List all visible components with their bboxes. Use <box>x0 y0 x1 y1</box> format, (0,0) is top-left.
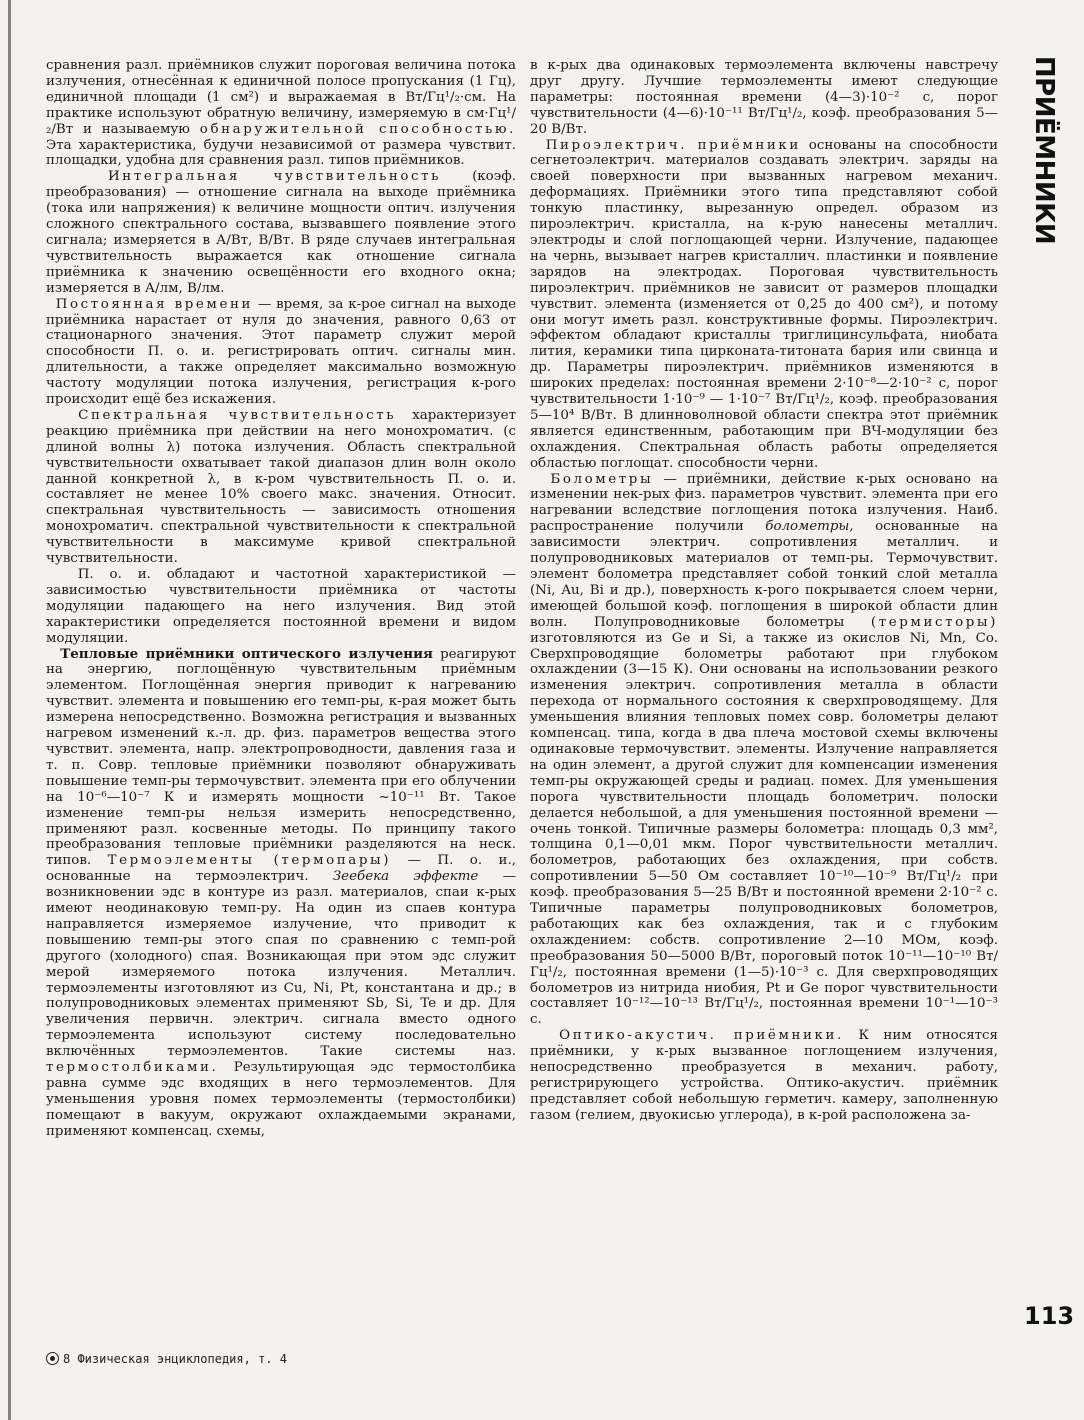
term-seebeck-effect: Зеебека эффекте <box>332 869 479 885</box>
term-pyroelectric: Пироэлектрич. приёмники <box>545 137 801 153</box>
term-bolometers-italic: болометры, <box>765 519 854 535</box>
left-paragraph-2: Интегральная чувствительность (коэф. преобразования) — отношение сигнала на выходе приёмника (тока или напряжения) к величине мощности оптич. излучения сложного спектрального состава, вызвавшего появление этого сигнала; измеряется в А/Вт, В/Вт. В ряде случаев интегральная чувствительность выражается как отношение сигнала приёмника к значению освещённости его входного окна; измеряется в А/лм, В/лм. <box>46 169 516 296</box>
left-paragraph-5: П. о. и. обладают и частотной характеристикой — зависимостью чувствительности приёмника от частоты модуляции падающего на него излучения. Вид этой характеристики определяется постоянной времени и видом модуляции. <box>46 567 516 646</box>
left-paragraph-1: сравнения разл. приёмников служит пороговая величина потока излучения, отнесённая к единичной полосе пропускания (1 Гц), единичной площади (1 см²) и выражаемая в Вт/Гц¹/₂·см. На практике используют обратную величину, измеряемую в см·Гц¹/₂/Вт и называемую обнаружительной способностью. Эта характеристика, будучи независимой от размера чувствит. площадки, удобна для сравнения разл. типов приёмников. <box>46 58 516 169</box>
term-thermopiles: термостолбиками. <box>46 1060 219 1076</box>
signature-mark-icon <box>46 1352 59 1365</box>
left-paragraph-6: Тепловые приёмники оптического излучения реагируют на энергию, поглощённую чувствительным приёмным элементом. Поглощённая энергия приводит к нагреванию чувствит. элемента и повышению его темп-ры, к-рая может быть измерена непосредственно. Возможна регистрация и вызванных нагревом изменений к.-л. др. физ. параметров вещества этого чувствит. элемента, напр. электропроводности, давления газа и т. п. Совр. тепловые приёмники позволяют обнаруживать повышение темп-ры термочувствит. элемента при его облучении на 10⁻⁶—10⁻⁷ К и измерять мощности ~10⁻¹¹ Вт. Такое изменение темп-ры нельзя измерить непосредственно, применяют разл. косвенные методы. По принципу такого преобразования тепловые приёмники разделяются на неск. типов. Термоэлементы (термопары) — П. о. и., основанные на термоэлектрич. Зеебека эффекте — возникновении эдс в контуре из разл. материалов, спаи к-рых имеют неодинаковую темп-ру. На один из спаев контура направляется измеряемое излучение, что приводит к повышению темп-ры этого спая по сравнению с темп-рой другого (холодного) спая. Возникающая при этом эдс служит мерой измеряемого потока излучения. Металлич. термоэлементы изготовляют из Cu, Ni, Pt, константана и др.; в полупроводниковых элементах применяют Sb, Si, Te и др. Для увеличения первичн. электрич. сигнала вместо одного термоэлемента используют систему последовательно включённых термоэлементов. Такие системы наз. термостолбиками. Результирующая эдс термостолбика равна сумме эдс входящих в него термоэлементов. Для уменьшения уровня помех термоэлементы (термостолбики) помещают в вакуум, окружают охлаждаемыми экранами, применяют компенсац. схемы, <box>46 645 516 1139</box>
term-spectral-sensitivity: Спектральная чувствительность <box>78 407 397 423</box>
side-heading <box>1022 55 1066 245</box>
term-bolometers: Болометры <box>550 471 654 487</box>
term-thermoelements: Термоэлементы (термопары) <box>107 853 392 869</box>
right-paragraph-1: в к-рых два одинаковых термоэлемента включены навстречу друг другу. Лучшие термоэлементы имеют следующие параметры: постоянная времени (4—3)·10⁻² с, порог чувствительности (4—6)·10⁻¹¹ Вт/Гц¹/₂, коэф. преобразования 5—20 В/Вт. <box>530 58 998 137</box>
footer <box>46 1352 287 1366</box>
term-detectivity: обнаружительной способностью. <box>199 121 516 137</box>
term-thermistors: (термисторы) <box>870 614 998 630</box>
right-paragraph-3: Болометры — приёмники, действие к-рых основано на изменении нек-рых физ. параметров чувствит. элемента при его нагревании вследствие поглощения потока излучения. Наиб. распространение получили болометры, основанные на зависимости электрич. сопротивления металлич. и полупроводниковых материалов от темп-ры. Термочувствит. элемент болометра представляет собой тонкий слой металла (Ni, Au, Bi и др.), поверхность к-рого покрывается слоем черни, имеющей большой коэф. поглощения в широкой области длин волн. Полупроводниковые болометры (термисторы) изготовляются из Ge и Si, а также из окислов Ni, Mn, Co. Сверхпроводящие болометры работают при глубоком охлаждении (3—15 К). Они основаны на использовании резкого изменения электрич. сопротивления металла в области перехода от нормального состояния к сверхпроводящему. Для уменьшения влияния тепловых помех совр. болометры делают компенсац. типа, когда в два плеча мостовой схемы включены одинаковые термочувствит. элементы. Излучение направляется на один элемент, а другой служит для компенсации изменения темп-ры окружающей среды и радиац. помех. Для уменьшения порога чувствительности площадь болометрич. полоски делается небольшой, а для уменьшения постоянной времени — очень тонкой. Типичные размеры болометра: площадь 0,3 мм², толщина 0,1—0,01 мкм. Порог чувствительности металлич. болометров, работающих без охлаждения, при собств. сопротивлении 5—50 Ом составляет 10⁻¹⁰—10⁻⁹ Вт/Гц¹/₂ при коэф. преобразования 5—25 В/Вт и постоянной времени 2·10⁻² с. Типичные параметры полупроводниковых болометров, работающих как без охлаждения, так и с глубоким охлаждением: собств. сопротивление 2—10 МОм, коэф. преобразования 50—5000 В/Вт, пороговый поток 10⁻¹¹—10⁻¹⁰ Вт/Гц¹/₂, постоянная времени (1—5)·10⁻³ с. Для сверхпроводящих болометров из нитрида ниобия, Pt и Ge порог чувствительности составляет 10⁻¹²—10⁻¹³ Вт/Гц¹/₂, постоянная времени 10⁻¹—10⁻³ с. <box>530 471 998 1028</box>
left-paragraph-3: Постоянная времени — время, за к-рое сигнал на выходе приёмника нарастает от нуля до значения, равного 0,63 от стационарного значения. Этот параметр служит мерой способности П. о. и. регистрировать оптич. сигналы мин. длительности, а также определяет максимально возможную частоту модуляции потока излучения, регистрация к-рого происходит ещё без искажения. <box>46 296 516 408</box>
right-paragraph-4: Оптико-акустич. приёмники. К ним относятся приёмники, у к-рых вызванное поглощением излучения, непосредственно преобразуется в механич. работу, регистрирующего устройства. Оптико-акустич. приёмник представляет собой небольшую герметич. камеру, заполненную газом (гелием, двуокисью углерода), в к-рой расположена за- <box>530 1028 998 1123</box>
right-column <box>530 58 998 1124</box>
term-optoacoustic: Оптико-акустич. приёмники. <box>559 1028 844 1044</box>
footer-text: 8 Физическая энциклопедия, т. 4 <box>63 1352 287 1366</box>
term-integral-sensitivity: Интегральная чувствительность <box>108 169 442 185</box>
side-heading-text: ПРИЁМНИКИ <box>1029 55 1059 245</box>
page-edge-shadow <box>8 0 11 1420</box>
page-number: 113 <box>1024 1302 1075 1330</box>
term-thermal-detectors: Тепловые приёмники оптического излучения <box>60 645 433 662</box>
right-paragraph-2: Пироэлектрич. приёмники основаны на способности сегнетоэлектрич. материалов создавать электрич. заряды на своей поверхности при вызванных нагревом механич. деформациях. Приёмники этого типа представляют собой тонкую пластинку, вырезанную определ. образом из пироэлектрич. кристалла, на к-рую нанесены металлич. электроды и слой поглощающей черни. Излучение, падающее на чернь, вызывает нагрев кристаллич. пластинки и появление зарядов на электродах. Пороговая чувствительность пироэлектрич. приёмников не зависит от размеров площадки чувствит. элемента (изменяется от 0,25 до 400 см²), и потому они могут иметь разл. конструктивные формы. Пироэлектрич. эффектом обладают кристаллы триглицинсульфата, ниобата лития, керамики типа цирконата-титоната бария или свинца и др. Параметры пироэлектрич. приёмников изменяются в широких пределах: постоянная времени 2·10⁻⁸—2·10⁻² с, порог чувствительности 1·10⁻⁹ — 1·10⁻⁷ Вт/Гц¹/₂, коэф. преобразования 5—10⁴ В/Вт. В длинноволновой области спектра этот приёмник является единственным, работающим при ВЧ-модуляции без охлаждения. Спектральная область работы определяется областью поглощат. способности черни. <box>530 137 998 471</box>
term-time-constant: Постоянная времени <box>55 296 254 312</box>
left-column <box>46 58 516 1140</box>
left-paragraph-4: Спектральная чувствительность характеризует реакцию приёмника при действии на него монохроматич. (с длиной волны λ) потока излучения. Область спектральной чувствительности охватывает такой диапазон длин волн около данной конкретной λ, в к-ром чувствительность П. о. и. составляет не менее 10% своего макс. значения. Относит. спектральная чувствительность — зависимость отношения монохроматич. спектральной чувствительности к спектральной чувствительности в максимуме кривой спектральной чувствительности. <box>46 407 516 567</box>
